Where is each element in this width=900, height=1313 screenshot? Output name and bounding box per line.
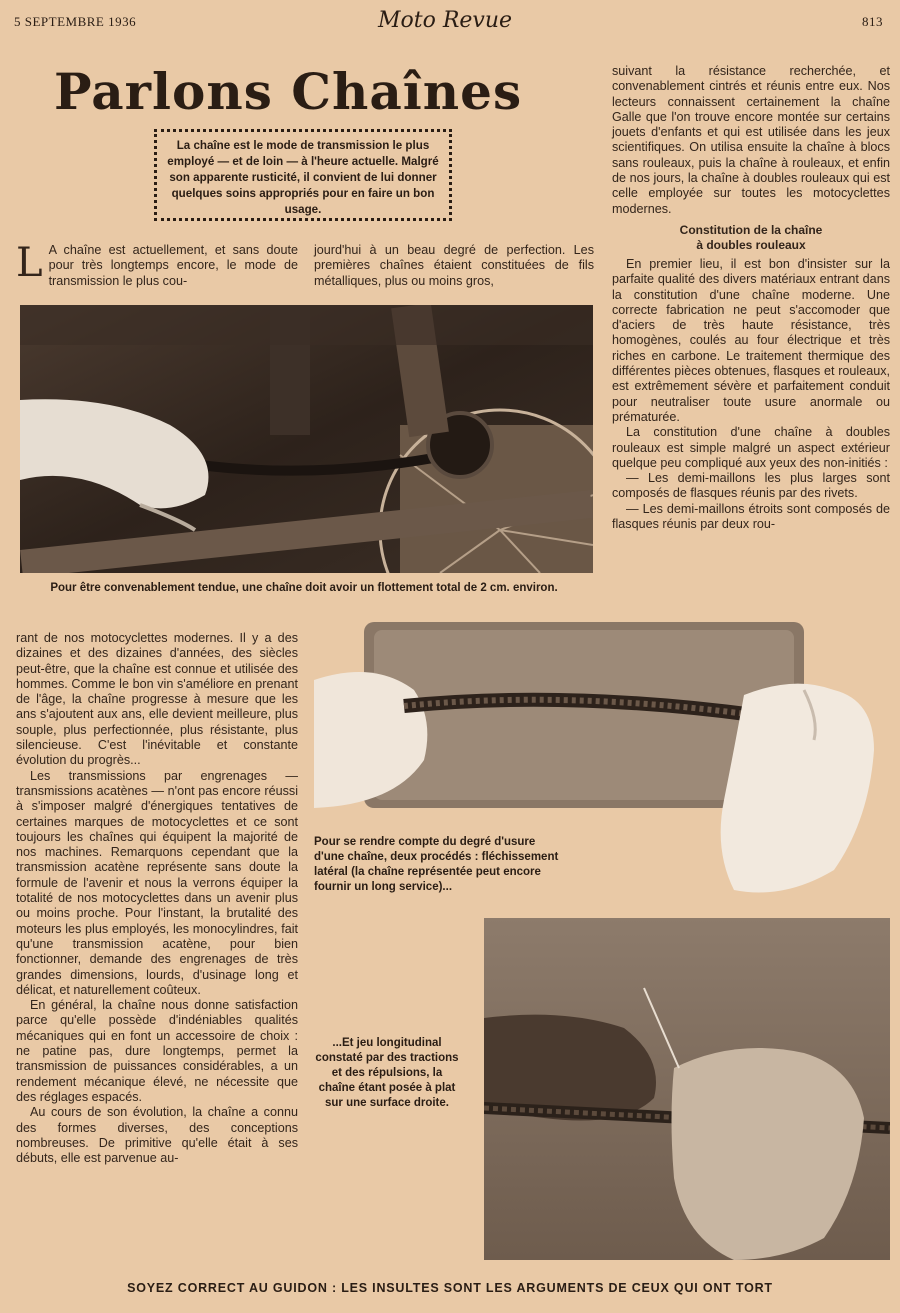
- photo-chain-tension-image: [20, 305, 593, 573]
- photo1-caption: Pour être convenablement tendue, une chaîne doit avoir un flottement total de 2 cm. environ.: [50, 582, 558, 594]
- photo3-caption: ...Et jeu longitudinal constaté par des tractions et des répulsions, la chaîne étant posée à plat sur une surface droite.: [315, 1037, 459, 1109]
- left-column-body: [16, 631, 298, 1166]
- col2-top-text: [314, 243, 594, 289]
- footer-slogan: SOYEZ CORRECT AU GUIDON : LES INSULTES SONT LES ARGUMENTS DE CEUX QUI ONT TORT: [127, 1281, 773, 1295]
- subheading-line1: Constitution de la chaîne: [679, 222, 823, 237]
- col2-top-paragraph: jourd'hui à un beau degré de perfection. Les premières chaînes étaient constituées de fils métalliques, plus ou moins gros,: [314, 243, 594, 288]
- magazine-logo: Moto Revue: [378, 8, 513, 33]
- photo-longitudinal-play: [484, 918, 890, 1260]
- right-paragraph: La constitution d'une chaîne à doubles rouleaux est simple malgré un aspect extérieur quelque peu compliqué aux yeux des non-initiés :: [612, 425, 890, 470]
- intro-text: A chaîne est actuellement, et sans doute pour très longtemps encore, le mode de transmission le plus cou-: [48, 243, 298, 288]
- drop-cap: L: [16, 240, 43, 286]
- left-paragraph: Au cours de son évolution, la chaîne a connu des formes diverses, des conceptions nombreuses. De primitive qu'elle était à ses débuts, elle est parvenue au-: [16, 1105, 298, 1166]
- issue-date: 5 SEPTEMBRE 1936: [14, 14, 137, 29]
- left-paragraph: Les transmissions par engrenages — transmissions acatènes — n'ont pas encore réussi à s'imposer malgré d'énergiques tentatives de certaines marques de motocyclettes et ce sont toujours les chaînes qui équipent la majorité de nos machines. Remarquons cependant que la transmission acatène représente sans doute la formule de l'avenir et nous la verrons équiper la totalité de nos motocyclettes dans un avenir plus ou moins proche. Pour l'instant, la brutalité des moteurs les plus employés, les monocylindres, fait qu'une transmission acatène, pour bien fonctionner, demande des engrenages de très grandes dimensions, lourds, d'usinage long et délicat, et naturellement coûteux.: [16, 768, 298, 997]
- right-paragraph: — Les demi-maillons étroits sont composés de flasques réunis par deux rou-: [612, 501, 890, 532]
- article-title: Parlons Chaînes: [54, 62, 523, 121]
- left-paragraph: rant de nos motocyclettes modernes. Il y a des dizaines et des dizaines d'années, des siècles peut-être, que la chaîne est connue et utilisée des hommes. Comme le bon vin s'améliore en prenant de l'âge, la chaîne progresse à mesure que les ans s'ajoutent aux ans, elle devient meilleure, plus souple, plus perfectionnée, plus résistante, plus silencieuse. C'est l'inévitable et constante évolution du progrès...: [16, 631, 298, 768]
- photo-chain-tension: [20, 305, 593, 573]
- subheading-line2: à doubles rouleaux: [696, 237, 806, 252]
- intro-paragraph: [16, 240, 298, 289]
- right-paragraph: En premier lieu, il est bon d'insister sur la parfaite qualité des divers matériaux entrant dans la constitution d'une chaîne moderne. Une correcte fabrication ne peut s'accomoder que d'aciers de très haute résistance, très homogènes, coulés au four électrique et très riches en carbone. Le traitement thermique des différentes pièces obtenues, flasques et rouleaux, est extrêmement sévère et parfaitement conduit pour neutraliser toute usure anormale ou prématurée.: [612, 256, 890, 424]
- photo-longitudinal-play-image: [484, 918, 890, 1260]
- right-paragraph: — Les demi-maillons les plus larges sont composés de flasques réunis par des rivets.: [612, 471, 890, 501]
- subheading: [612, 223, 890, 253]
- article-chapeau: La chaîne est le mode de transmission le plus employé — et de loin — à l'heure actuelle. Malgré son apparente rusticité, il convient de lui donner quelques soins appropriés pour en faire un bon usage.: [154, 129, 452, 221]
- page-number: 813: [862, 14, 883, 29]
- left-paragraph: En général, la chaîne nous donne satisfaction parce qu'elle possède d'indéniables qualités mécaniques qui en font un accessoire de choix : ne patine pas, dure longtemps, permet la transmission de puissances considérables, a un rendement mécanique élevé, ne nécessite que des réglages espacés.: [16, 998, 298, 1104]
- photo2-caption: Pour se rendre compte du degré d'usure d'une chaîne, deux procédés : fléchissement latéral (la chaîne représentée peut encore fournir un long service)...: [314, 836, 559, 893]
- right-intro-paragraph: suivant la résistance recherchée, et convenablement cintrés et réunis entre eux. Nos lecteurs connaissent certainement la chaîne Galle que l'on trouve encore montée sur certains jouets d'enfants et qui est utilisée dans les jeux scientifiques. On utilisa ensuite la chaîne à blocs sans rouleaux, puis la chaîne à rouleaux, et enfin de nos jours, la chaîne à doubles rouleaux qui est celle employée sur toutes les motocyclettes modernes.: [612, 64, 890, 216]
- right-column-top: [612, 64, 890, 532]
